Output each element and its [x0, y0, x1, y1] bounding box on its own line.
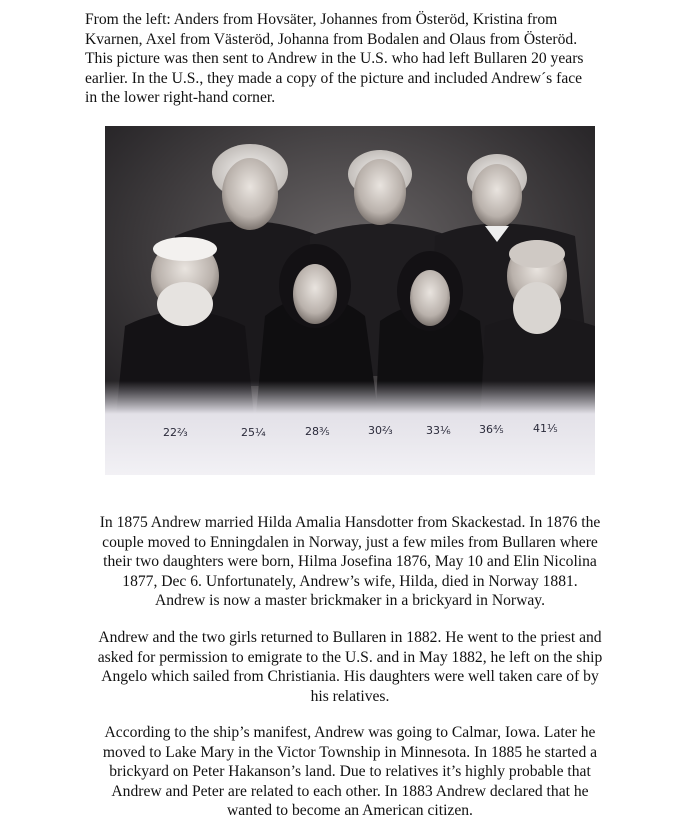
paragraph-line: According to the ship’s manifest, Andrew was going to Calmar, Iowa. Later he — [104, 724, 596, 741]
paragraph-line: 1877, Dec 6. Unfortunately, Andrew’s wife, Hilda, died in Norway 1881. — [122, 572, 578, 590]
photo-number: 22⅔ — [163, 426, 188, 439]
paragraph-line: their two daughters were born, Hilma Josefina 1876, May 10 and Elin Nicolina — [103, 553, 597, 571]
photo-number: 28⅗ — [305, 425, 330, 438]
paragraph-line: Angelo which sailed from Christiania. His daughters were well taken care of by — [101, 668, 599, 686]
paragraph-line: In 1875 Andrew married Hilda Amalia Hansdotter from Skackestad. In 1876 the — [99, 514, 601, 531]
photo-number: 30⅔ — [368, 424, 393, 437]
manifest-paragraph — [82, 723, 618, 821]
paragraph-line: brickyard on Peter Hakanson’s land. Due to relatives it’s highly probable that — [109, 763, 591, 781]
photo-number: 41⅕ — [533, 422, 558, 435]
intro-line: Kvarnen, Axel from Västeröd, Johanna from Bodalen and Olaus from Österöd. — [85, 30, 578, 48]
intro-line: From the left: Anders from Hovsäter, Johannes from Österöd, Kristina from — [85, 11, 558, 28]
intro-line: This picture was then sent to Andrew in the U.S. who had left Bullaren 20 years — [85, 50, 584, 68]
paragraph-line: moved to Lake Mary in the Victor Township in Minnesota. In 1885 he started a — [102, 743, 598, 761]
paragraph-line: wanted to become an American citizen. — [227, 802, 473, 820]
paragraph-line: asked for permission to emigrate to the U.S. and in May 1882, he left on the ship — [97, 648, 603, 666]
paragraph-line: couple moved to Enningdalen in Norway, just a few miles from Bullaren where — [102, 533, 598, 551]
paragraph-line: Andrew and Peter are related to each other. In 1883 Andrew declared that he — [111, 782, 589, 800]
photo-number: 25¼ — [241, 426, 266, 439]
photo-number: 33⅙ — [426, 424, 451, 437]
marriage-paragraph — [82, 513, 618, 611]
photo-number: 36⅘ — [479, 423, 504, 436]
return-paragraph — [82, 628, 618, 706]
paragraph-line: Andrew and the two girls returned to Bullaren in 1882. He went to the priest and — [98, 629, 602, 646]
paragraph-line: his relatives. — [310, 687, 390, 705]
intro-paragraph — [85, 10, 645, 108]
family-group-photo — [105, 126, 595, 475]
intro-line: earlier. In the U.S., they made a copy of the picture and included Andrew´s face — [85, 69, 583, 87]
paragraph-line: Andrew is now a master brickmaker in a brickyard in Norway. — [154, 592, 545, 610]
intro-line: in the lower right-hand corner. — [85, 89, 276, 107]
